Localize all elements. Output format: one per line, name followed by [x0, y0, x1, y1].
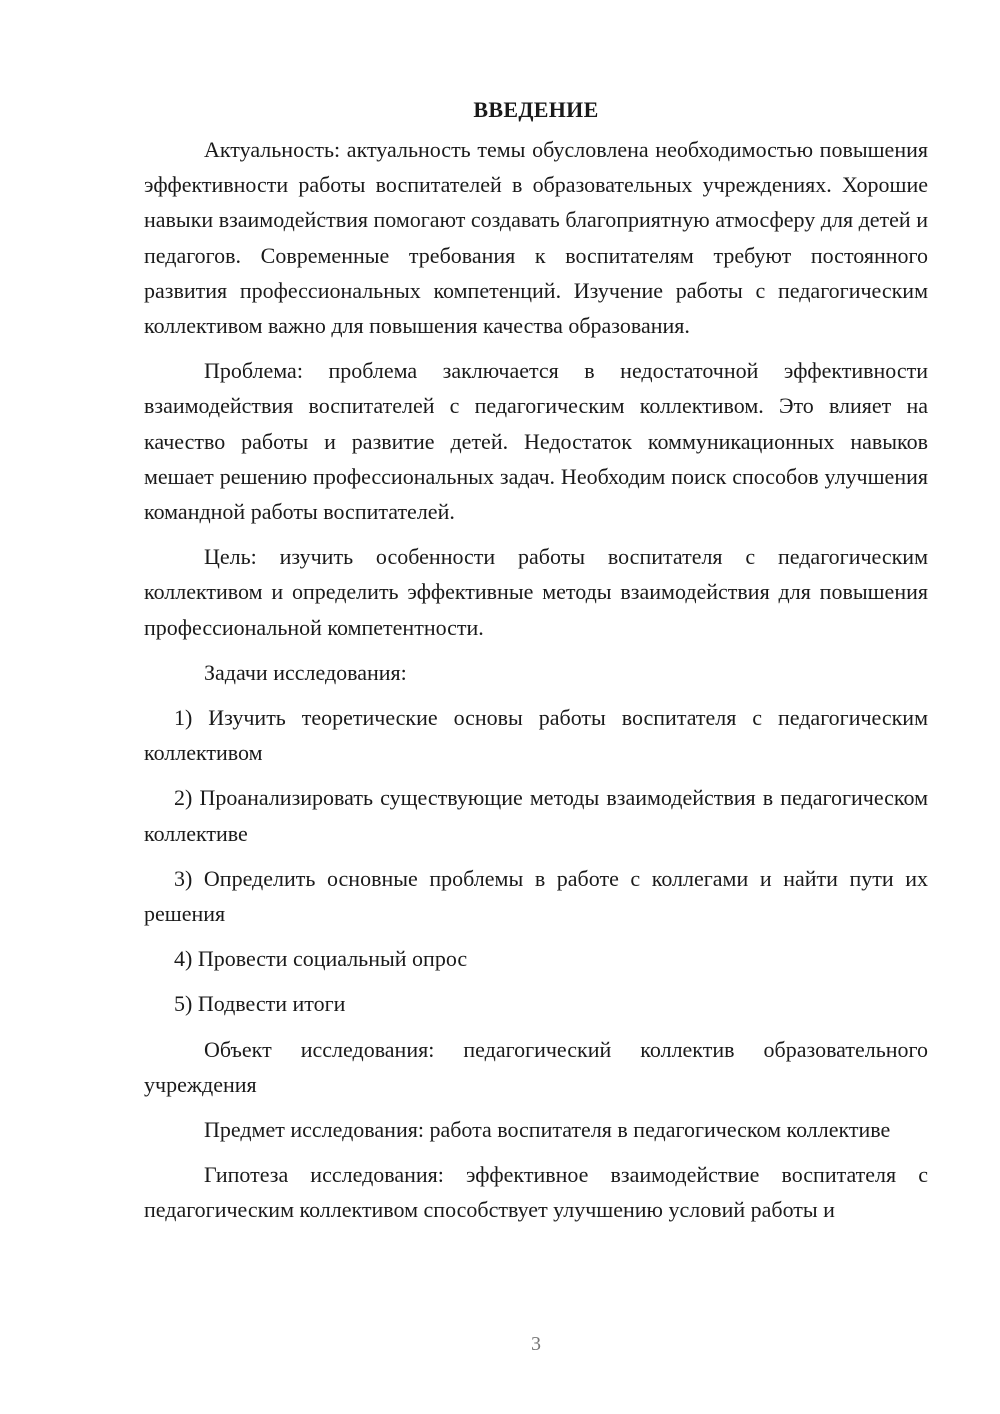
- paragraph-hypothesis: Гипотеза исследования: эффективное взаимодействие воспитателя с педагогическим коллективом способствует улучшению условий работы и: [144, 1162, 928, 1223]
- task-item-4: 4) Провести социальный опрос: [174, 946, 468, 972]
- document-page: [144, 92, 928, 1238]
- task-item-3: 3) Определить основные проблемы в работе с коллегами и найти пути их решения: [144, 865, 928, 927]
- paragraph-relevance: Актуальность: актуальность темы обусловлена необходимостью повышения эффективности работы воспитателей в образовательных учреждениях. Хорошие навыки взаимодействия помогают создавать благоприятную атмосферу для детей и педагогов. Современные требования к воспитателям требуют постоянного развития профессиональных компетенций. Изучение работы с педагогическим коллективом важно для повышения качества образования.: [144, 137, 928, 339]
- paragraph-tasks-heading: Задачи исследования:: [204, 659, 407, 685]
- task-item-2: 2) Проанализировать существующие методы взаимодействия в педагогическом коллективе: [144, 785, 928, 846]
- task-item-5: 5) Подвести итоги: [174, 991, 346, 1017]
- paragraph-problem: Проблема: проблема заключается в недостаточной эффективности взаимодействия воспитателей с педагогическим коллективом. Это влияет на качество работы и развитие детей. Недостаток коммуникационных навыков мешает решению профессиональных задач. Необходим поиск способов улучшения командной работы воспитателей.: [144, 358, 928, 525]
- paragraph-goal: Цель: изучить особенности работы воспитателя с педагогическим коллективом и определить эффективные методы взаимодействия для повышения профессиональной компетентности.: [144, 544, 928, 640]
- paragraph-object: Объект исследования: педагогический коллектив образовательного учреждения: [144, 1036, 928, 1097]
- task-item-1: 1) Изучить теоретические основы работы воспитателя с педагогическим коллективом: [144, 705, 928, 766]
- paragraph-subject: Предмет исследования: работа воспитателя в педагогическом коллективе: [204, 1117, 891, 1143]
- page-number: 3: [531, 1333, 541, 1355]
- section-title: ВВЕДЕНИЕ: [473, 97, 599, 122]
